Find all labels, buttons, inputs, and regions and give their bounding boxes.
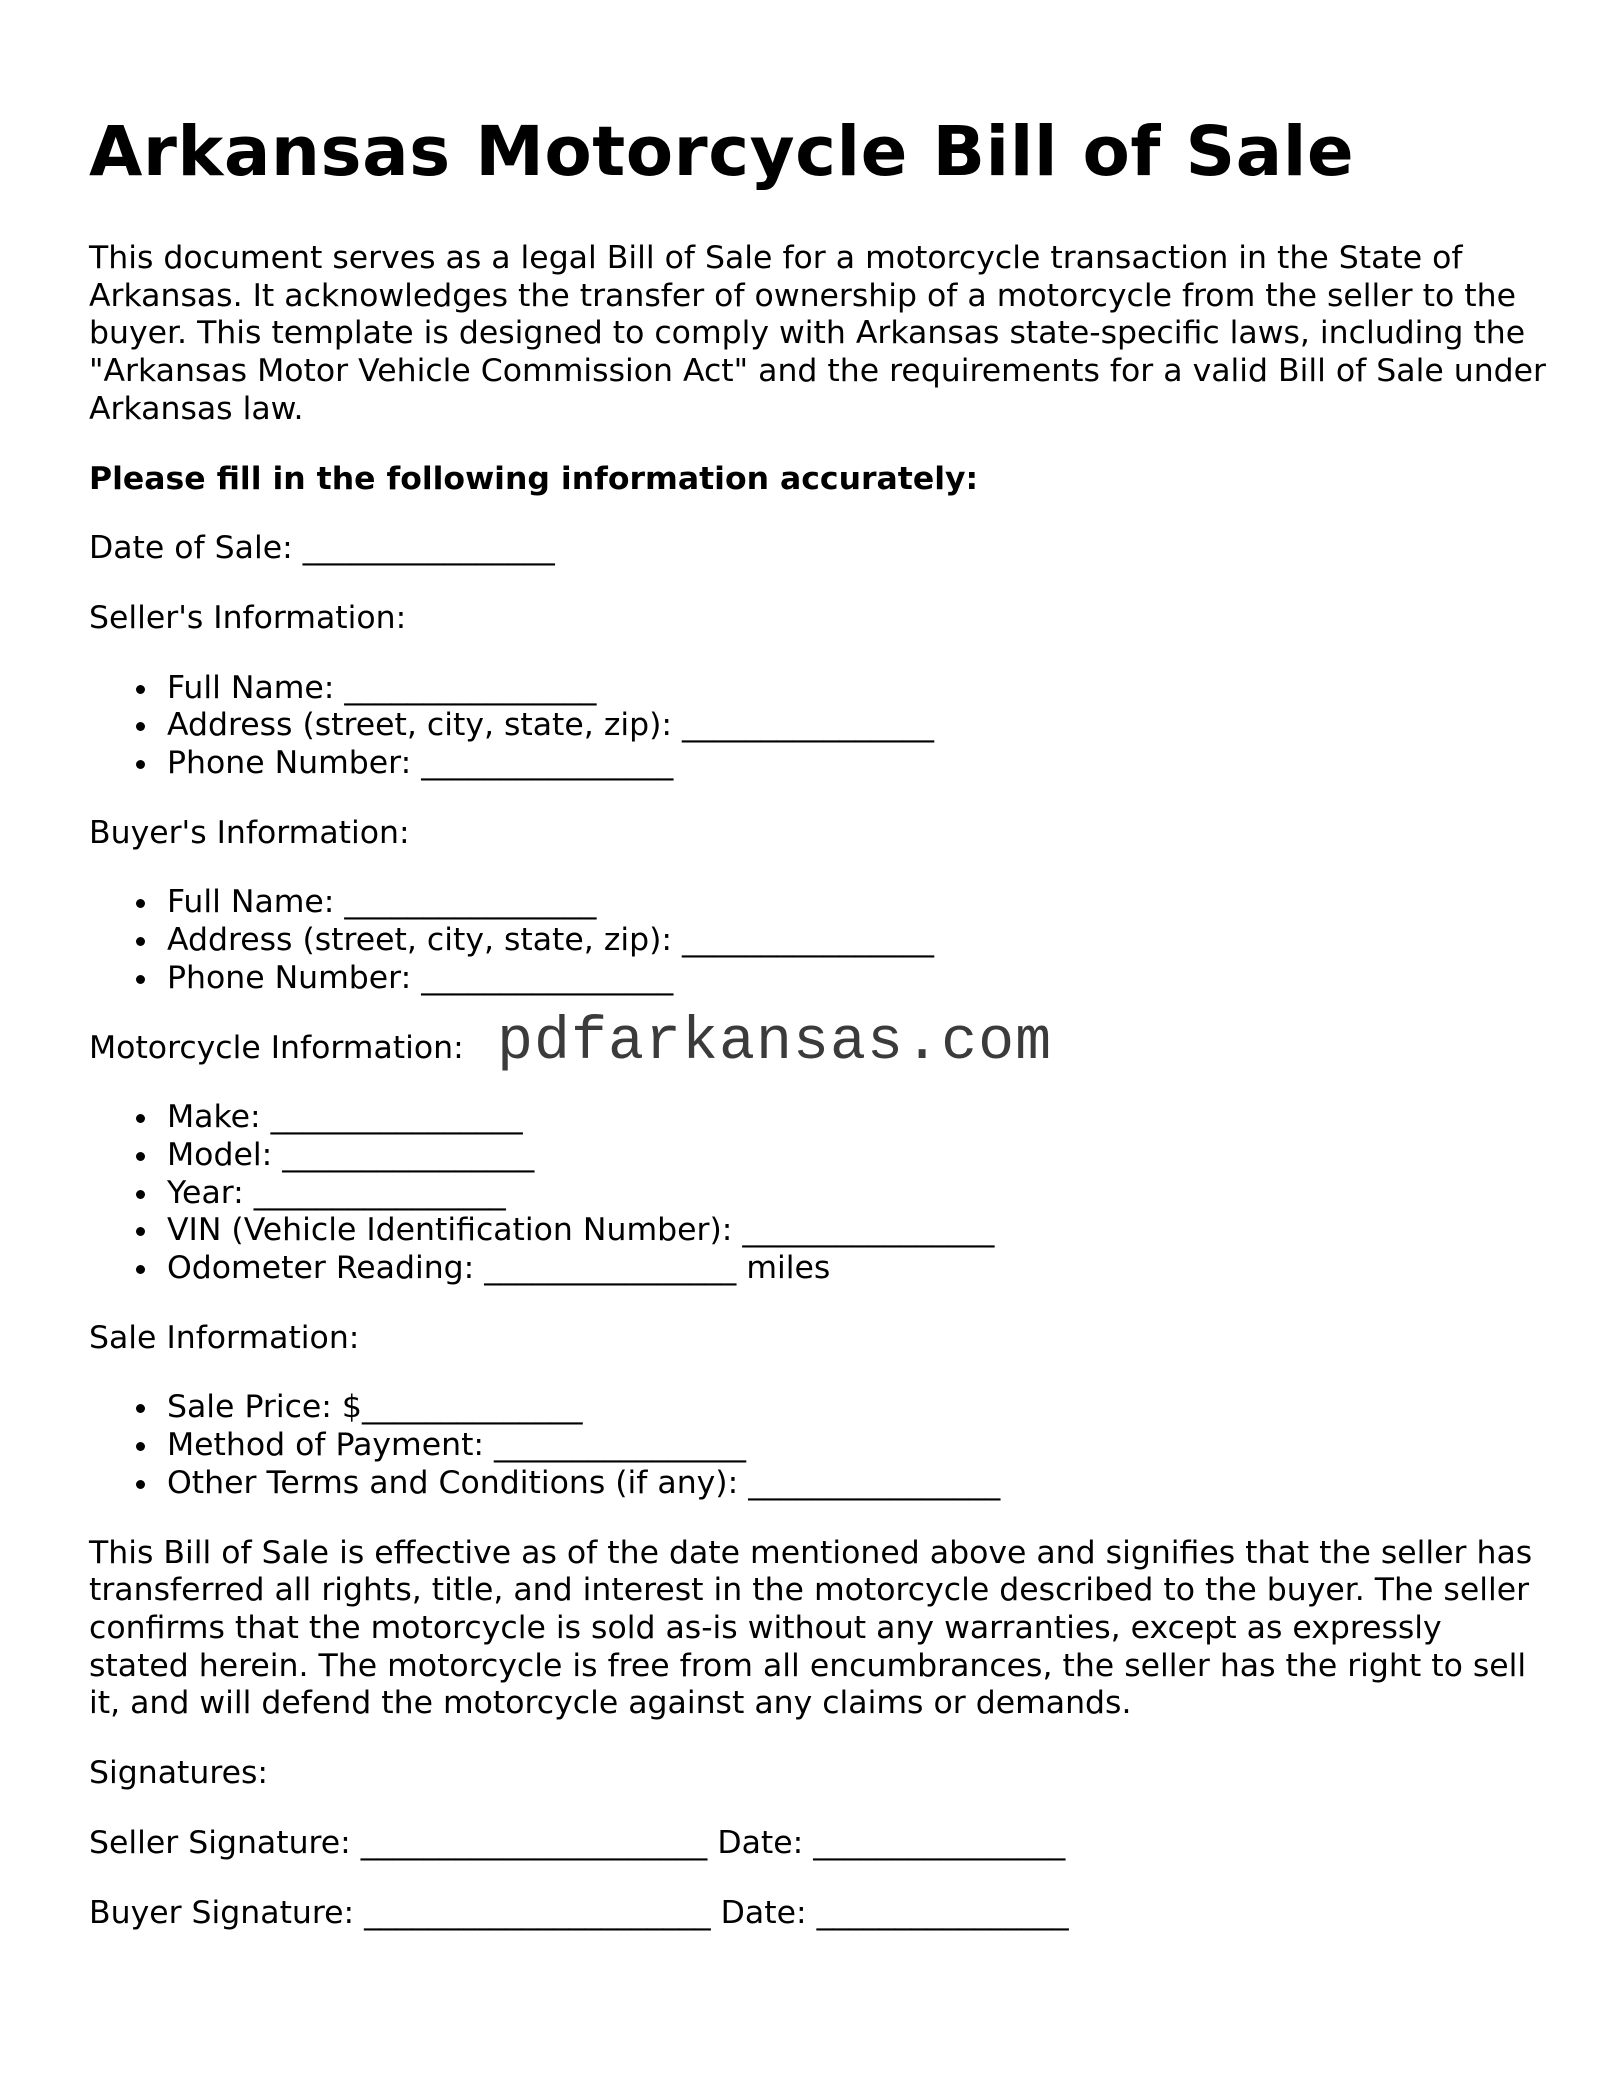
payment-method-field: Method of Payment: ________________	[167, 1427, 1549, 1465]
buyer-full-name-field: Full Name: ________________	[167, 884, 1549, 922]
seller-phone-field: Phone Number: ________________	[167, 745, 1549, 783]
motorcycle-year-field: Year: ________________	[167, 1175, 1549, 1213]
buyer-heading: Buyer's Information:	[89, 814, 410, 851]
seller-signature-line: Seller Signature: ______________________ Date: ________________	[89, 1824, 1066, 1861]
date-of-sale-field: Date of Sale: ________________	[89, 530, 555, 567]
buyer-signature-line: Buyer Signature: ______________________ Date: ________________	[89, 1894, 1069, 1931]
motorcycle-info-list	[89, 1099, 1549, 1288]
motorcycle-heading: Motorcycle Information:	[89, 1029, 464, 1066]
signatures-heading: Signatures:	[89, 1755, 268, 1792]
buyer-phone-field: Phone Number: ________________	[167, 960, 1549, 998]
other-terms-field: Other Terms and Conditions (if any): ________________	[167, 1465, 1549, 1503]
motorcycle-vin-field: VIN (Vehicle Identification Number): ________________	[167, 1212, 1549, 1250]
effective-statement: This Bill of Sale is effective as of the date mentioned above and signifies that the seller has transferred all rights, title, and interest in the motorcycle described to the buyer. The seller confirms that the motorcycle is sold as-is without any warranties, except as expressly stated herein. The motorcycle is free from all encumbrances, the seller has the right to sell it, and will defend the motorcycle against any claims or demands.	[89, 1534, 1533, 1722]
sale-price-field: Sale Price: $______________	[167, 1389, 1549, 1427]
document-title: Arkansas Motorcycle Bill of Sale	[89, 112, 1355, 192]
motorcycle-model-field: Model: ________________	[167, 1137, 1549, 1175]
seller-address-field: Address (street, city, state, zip): ________________	[167, 707, 1549, 745]
watermark-text: pdfarkansas.com	[497, 1009, 1053, 1077]
seller-full-name-field: Full Name: ________________	[167, 670, 1549, 708]
instruction-text: Please fill in the following information accurately:	[89, 460, 979, 497]
sale-info-list	[89, 1389, 1549, 1502]
intro-paragraph: This document serves as a legal Bill of Sale for a motorcycle transaction in the State of Arkansas. It acknowledges the transfer of ownership of a motorcycle from the seller to the buyer. This template is designed to comply with Arkansas state-specific laws, including the "Arkansas Motor Vehicle Commission Act" and the requirements for a valid Bill of Sale under Arkansas law.	[89, 240, 1546, 427]
buyer-address-field: Address (street, city, state, zip): ________________	[167, 922, 1549, 960]
seller-info-list	[89, 670, 1549, 783]
seller-heading: Seller's Information:	[89, 599, 407, 636]
motorcycle-make-field: Make: ________________	[167, 1099, 1549, 1137]
sale-heading: Sale Information:	[89, 1319, 360, 1356]
motorcycle-odometer-field: Odometer Reading: ________________ miles	[167, 1250, 1549, 1288]
buyer-info-list	[89, 884, 1549, 997]
